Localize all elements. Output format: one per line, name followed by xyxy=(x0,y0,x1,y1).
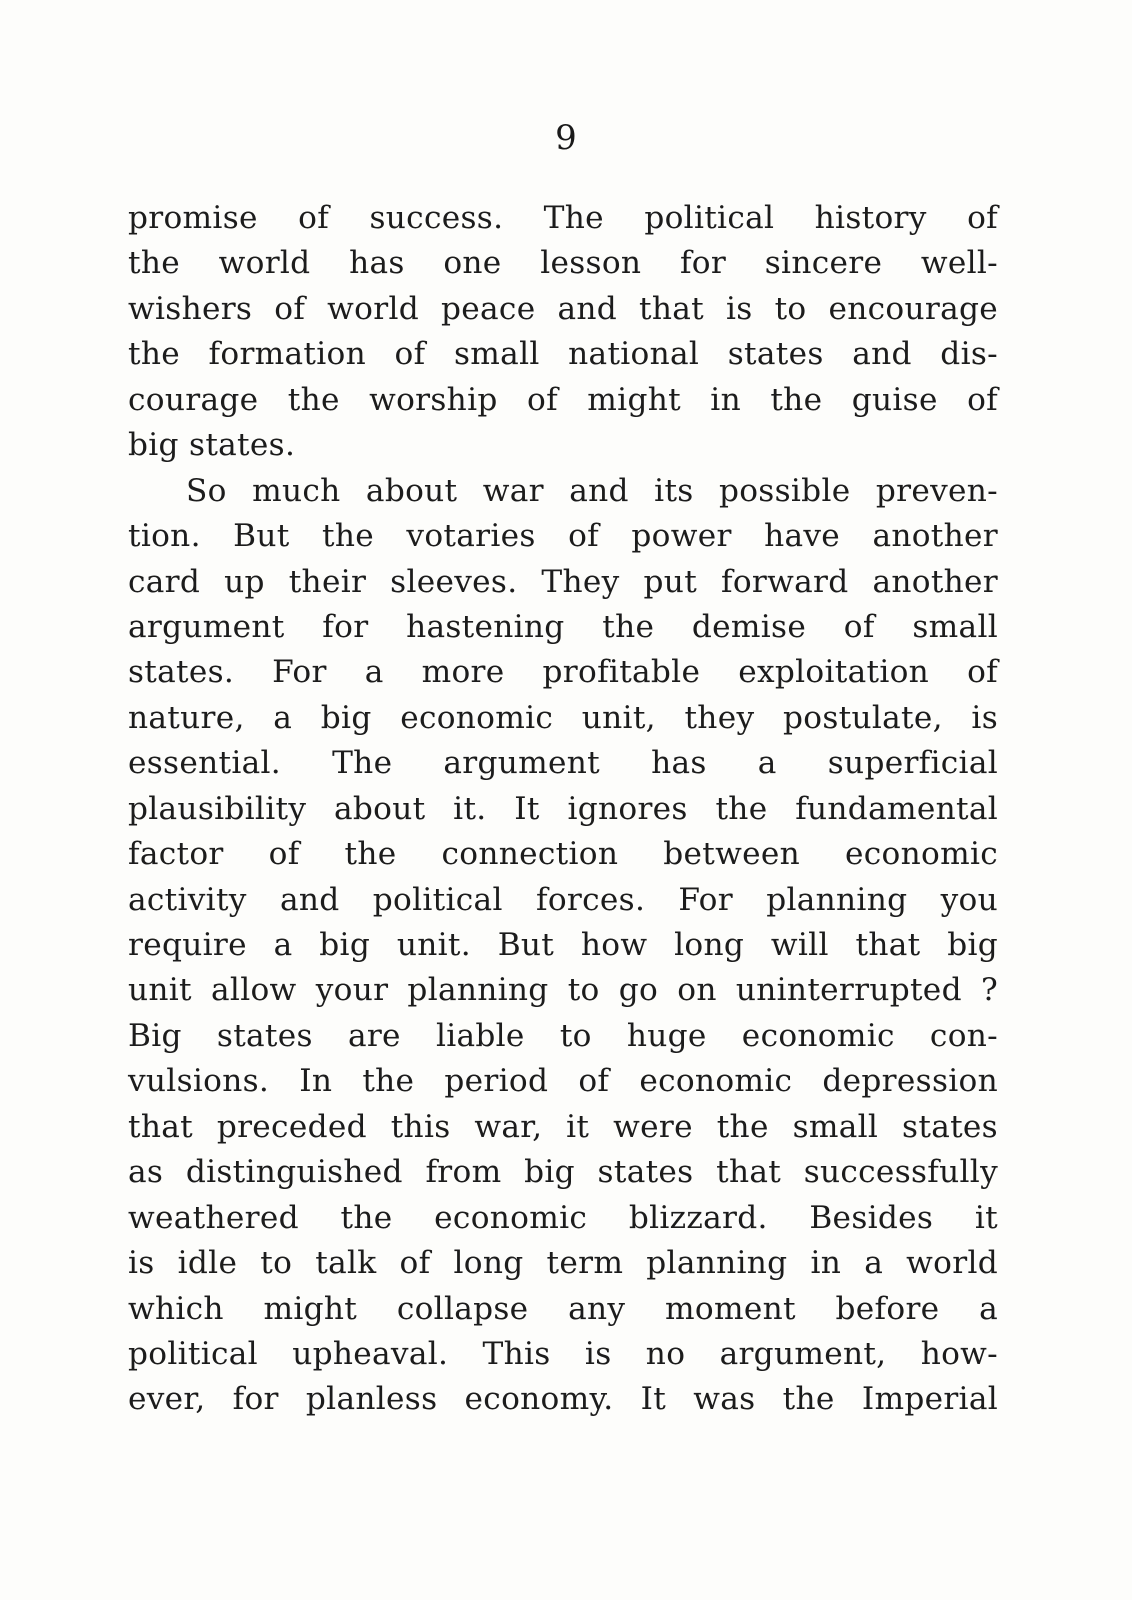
text-line: ever, for planless economy. It was the Imperial xyxy=(128,1381,998,1418)
text-line: as distinguished from big states that successfully xyxy=(128,1154,998,1191)
text-line: So much about war and its possible preven- xyxy=(186,472,998,509)
text-line: nature, a big economic unit, they postulate, is xyxy=(128,699,998,736)
text-line: promise of success. The political history of xyxy=(128,200,998,236)
text-line: essential. The argument has a superficial xyxy=(128,745,998,782)
text-line: which might collapse any moment before a xyxy=(128,1290,998,1327)
body-text xyxy=(128,196,998,1423)
text-line: the formation of small national states and dis- xyxy=(128,336,998,373)
text-line: plausibility about it. It ignores the fundamental xyxy=(128,790,998,827)
text-line: Big states are liable to huge economic con- xyxy=(128,1017,998,1054)
text-line: unit allow your planning to go on uninterrupted ? xyxy=(128,972,998,1009)
text-line: factor of the connection between economic xyxy=(128,836,998,873)
text-line: states. For a more profitable exploitation of xyxy=(128,654,998,691)
text-line: that preceded this war, it were the small states xyxy=(128,1108,998,1145)
text-line: political upheaval. This is no argument, how- xyxy=(128,1335,998,1372)
text-line: argument for hastening the demise of small xyxy=(128,608,998,645)
page-number: 9 xyxy=(555,118,577,158)
text-line: the world has one lesson for sincere well- xyxy=(128,245,998,282)
text-line: require a big unit. But how long will that big xyxy=(128,927,998,963)
text-line: activity and political forces. For planning you xyxy=(128,881,998,918)
text-line: vulsions. In the period of economic depression xyxy=(128,1063,998,1100)
text-line: wishers of world peace and that is to encourage xyxy=(128,290,998,327)
text-line: weathered the economic blizzard. Besides it xyxy=(128,1199,998,1236)
text-line: big states. xyxy=(128,427,296,464)
text-line: card up their sleeves. They put forward another xyxy=(128,563,998,600)
text-line: is idle to talk of long term planning in a world xyxy=(128,1245,998,1282)
text-line: courage the worship of might in the guise of xyxy=(128,381,998,418)
text-line: tion. But the votaries of power have another xyxy=(128,518,998,555)
